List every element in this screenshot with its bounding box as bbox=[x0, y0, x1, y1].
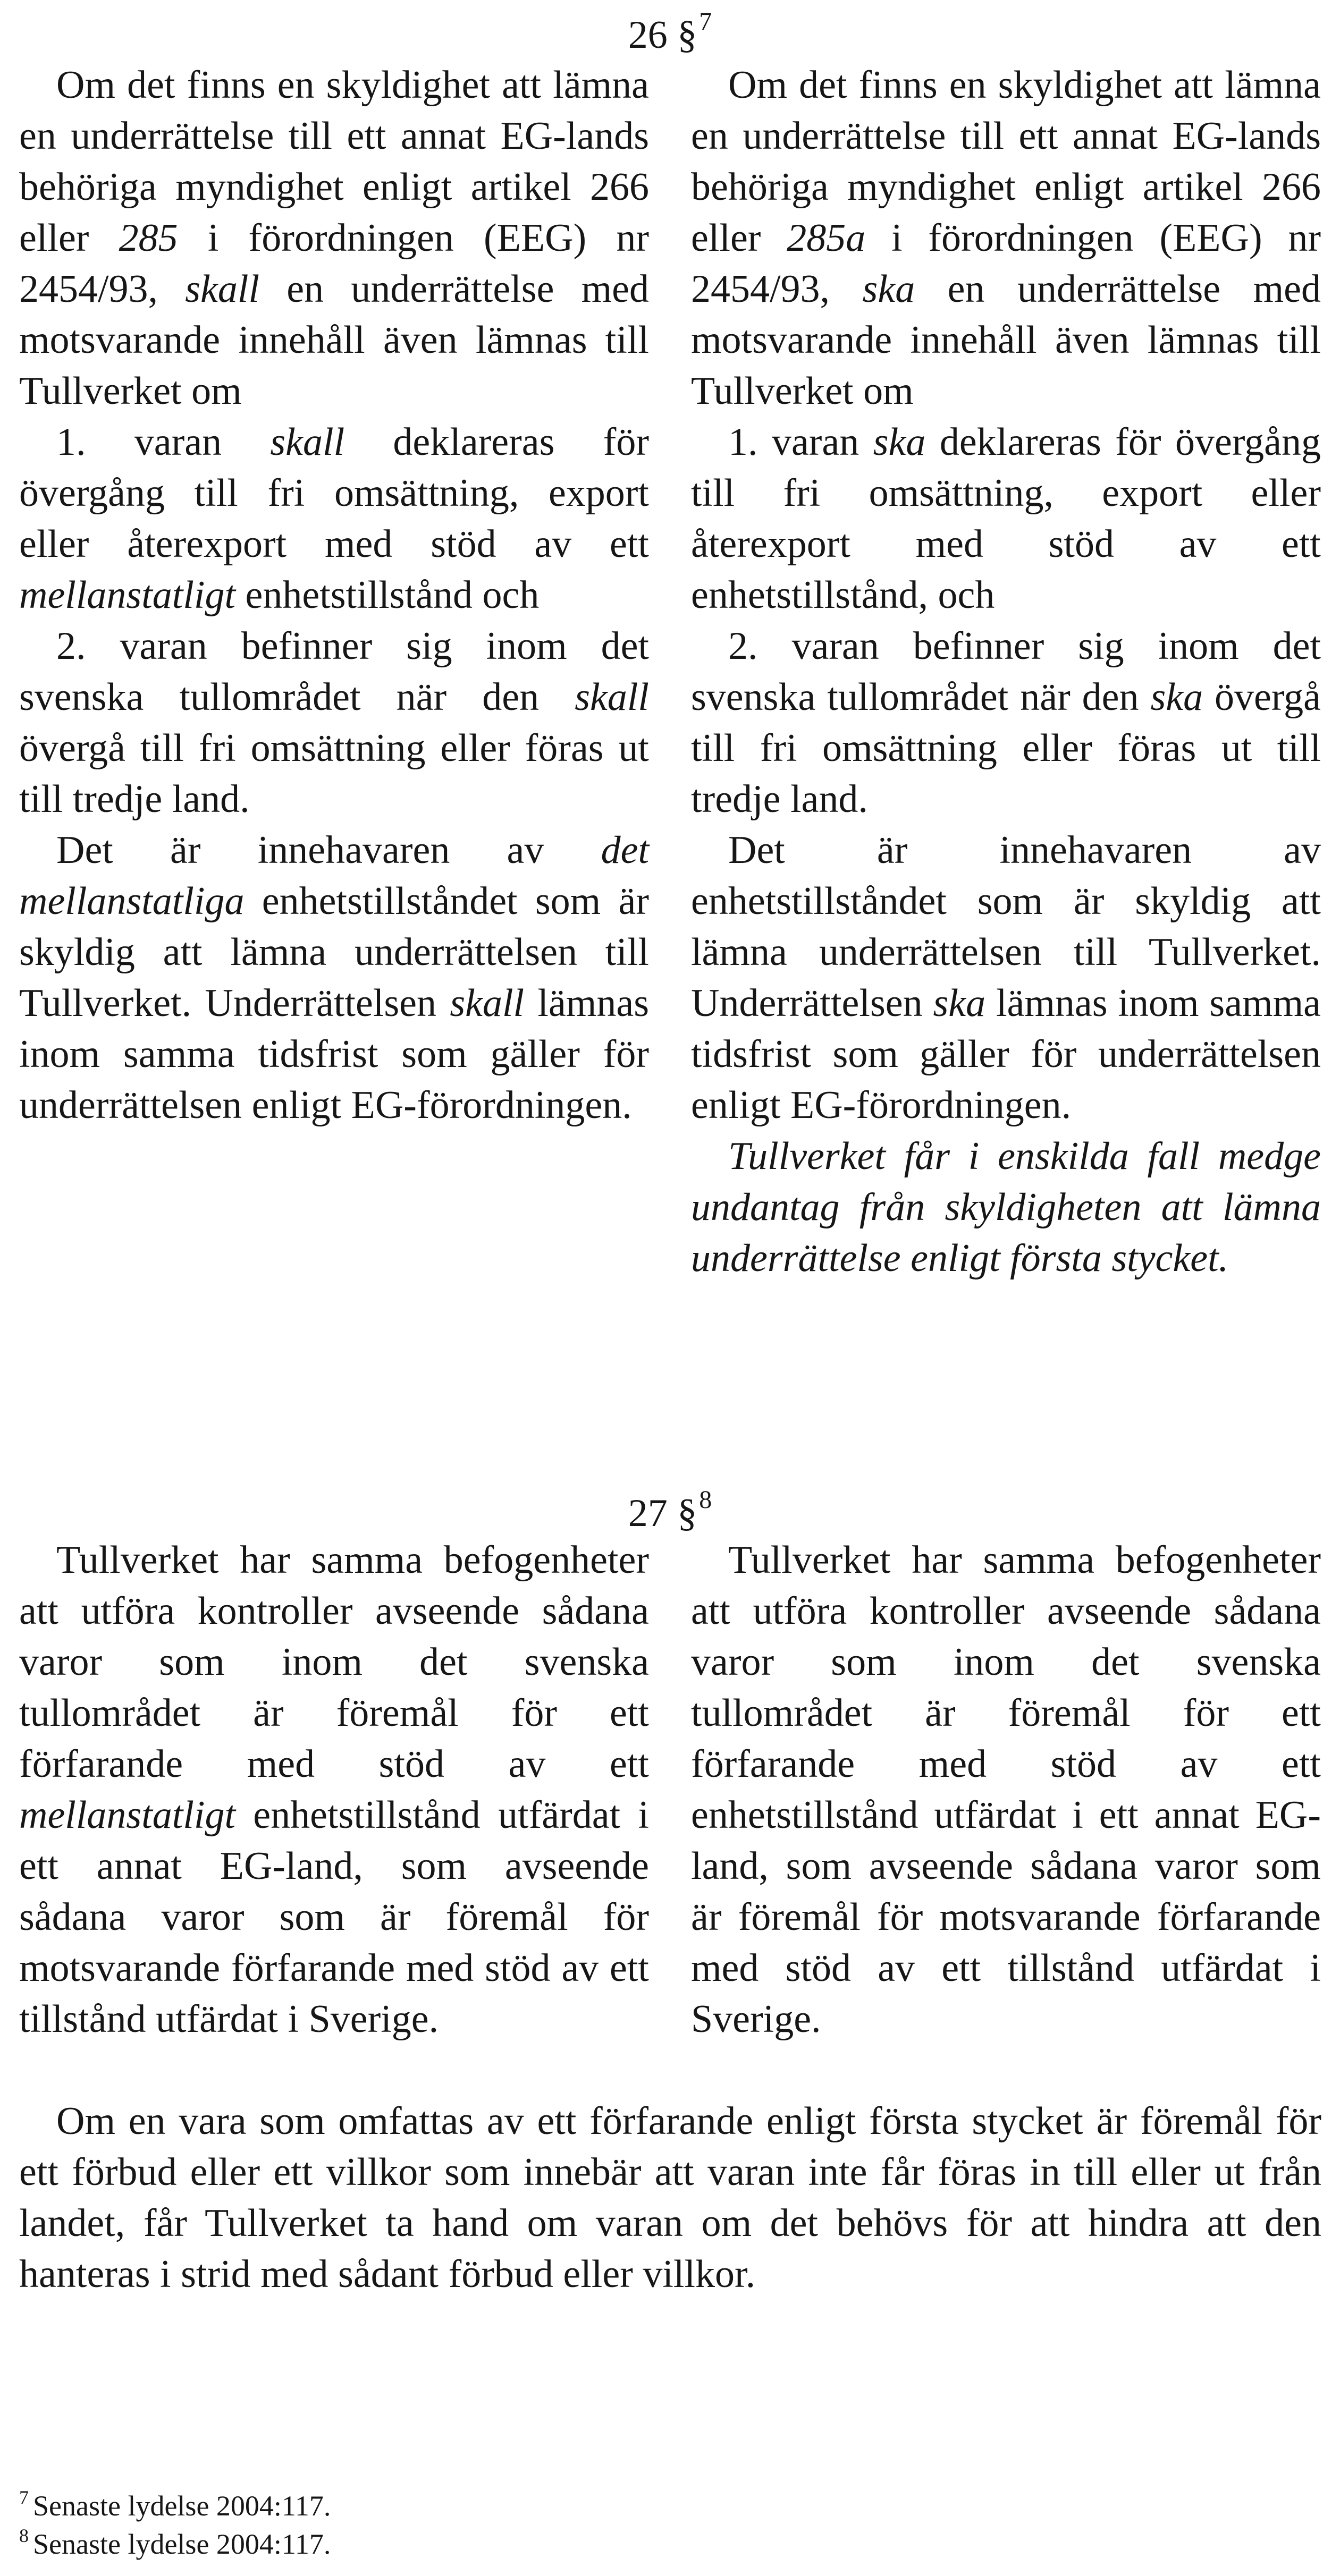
sec26-proposed-text-column bbox=[691, 60, 1321, 1284]
list-item: 2. varan befinner sig inom det svenska tullområdet när den skall övergå till fri omsättning eller föras ut till tredje land. bbox=[19, 624, 649, 821]
paragraph: Det är innehavaren av det mellanstatliga enhetstillståndet som är skyldig att lämna underrättelsen till Tullverket. Underrättelsen skall lämnas inom samma tidsfrist som gäller för underrättelsen enligt EG-förordningen. bbox=[19, 828, 649, 1127]
footnote: $^7$ Senaste lydelse 2004:117. bbox=[19, 2487, 331, 2522]
footnote-ref: 7 bbox=[699, 7, 712, 36]
sec27-proposed-text-column bbox=[691, 1535, 1321, 2045]
sec26-current-text-column bbox=[19, 60, 649, 1131]
footnote-ref: 8 bbox=[699, 1486, 712, 1514]
section-heading-26 bbox=[0, 7, 1340, 61]
section-number: 27 § bbox=[628, 1492, 697, 1535]
section-number: 26 § bbox=[628, 13, 697, 57]
sec27-current-text-column bbox=[19, 1535, 649, 2045]
paragraph: Tullverket får i enskilda fall medge undantag från skyldigheten att lämna underrättelse enligt första stycket. bbox=[691, 1134, 1321, 1280]
shared-paragraph: Om en vara som omfattas av ett förfarande enligt första stycket är föremål för ett förbud eller ett villkor som innebär att varan inte får föras in till eller ut från landet, får Tullverket ta hand om varan om det behövs för att hindra att den hanteras i strid med sådant förbud eller villkor. bbox=[19, 2099, 1321, 2296]
list-item: 1. varan skall deklareras för övergång till fri omsättning, export eller återexport med stöd av ett mellanstatligt enhetstillstånd och bbox=[19, 420, 649, 617]
paragraph: Tullverket har samma befogenheter att utföra kontroller avseende sådana varor som inom det svenska tullområdet är föremål för ett förfarande med stöd av ett enhetstillstånd utfärdat i ett annat EG-land, som avseende sådana varor som är föremål för motsvarande förfarande med stöd av ett tillstånd utfärdat i Sverige. bbox=[691, 1538, 1321, 2041]
paragraph: Det är innehavaren av enhetstillståndet som är skyldig att lämna underrättelsen till Tullverket. Underrättelsen ska lämnas inom samma tidsfrist som gäller för underrättelsen enligt EG-förordningen. bbox=[691, 828, 1321, 1127]
paragraph: Om det finns en skyldighet att lämna en underrättelse till ett annat EG-lands behöriga myndighet enligt artikel 266 eller 285 i förordningen (EEG) nr 2454/93, skall en underrättelse med motsvarande innehåll även lämnas till Tullverket om bbox=[19, 63, 650, 413]
footnote: $^8$ Senaste lydelse 2004:117. bbox=[19, 2525, 331, 2560]
paragraph: Om det finns en skyldighet att lämna en underrättelse till ett annat EG-lands behöriga myndighet enligt artikel 266 eller 285a i förordningen (EEG) nr 2454/93, ska en underrättelse med motsvarande innehåll även lämnas till Tullverket om bbox=[691, 63, 1321, 413]
paragraph: Tullverket har samma befogenheter att utföra kontroller avseende sådana varor som inom det svenska tullområdet är föremål för ett förfarande med stöd av ett mellanstatligt enhetstillstånd utfärdat i ett annat EG-land, som avseende sådana varor som är föremål för motsvarande förfarande med stöd av ett tillstånd utfärdat i Sverige. bbox=[19, 1538, 649, 2041]
list-item: 1. varan ska deklareras för övergång till fri omsättning, export eller återexport med stöd av ett enhetstillstånd, och bbox=[691, 420, 1321, 617]
section-heading-27 bbox=[0, 1486, 1340, 1539]
list-item: 2. varan befinner sig inom det svenska tullområdet när den ska övergå till fri omsättning eller föras ut till tredje land. bbox=[691, 624, 1321, 821]
